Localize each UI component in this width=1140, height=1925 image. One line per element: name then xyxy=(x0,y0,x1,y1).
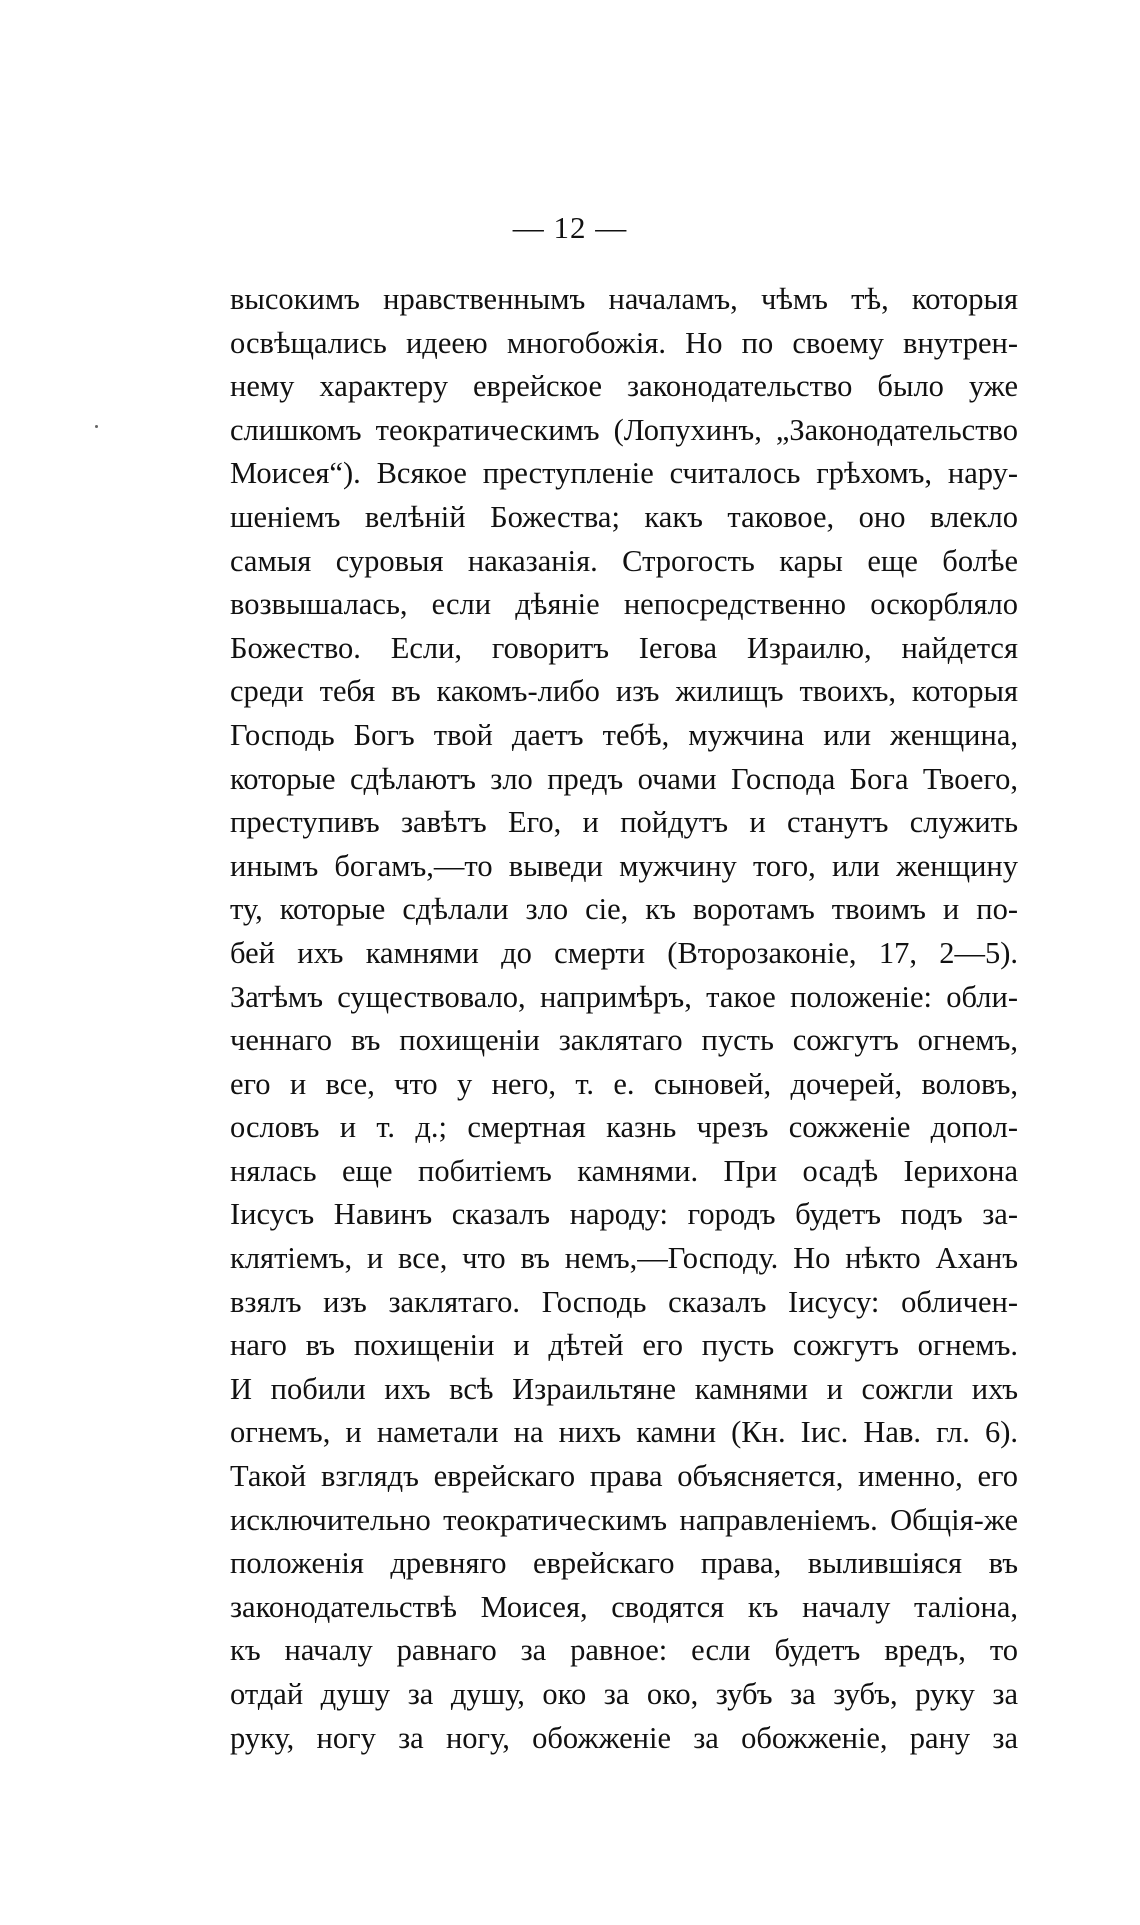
text-line: Божество. Если, говоритъ Іегова Израилю, найдется xyxy=(230,630,1018,665)
text-line: шеніемъ велѣній Божества; какъ таковое, оно влекло xyxy=(230,499,1018,534)
text-line: нему характеру еврейское законодательство было уже xyxy=(230,369,1018,404)
text-line: Господь Богъ твой даетъ тебѣ, мужчина или женщина, xyxy=(230,717,1018,752)
page-number: — 12 — xyxy=(512,210,628,245)
text-line: клятіемъ, и все, что въ немъ,—Господу. Но нѣкто Аханъ xyxy=(230,1241,1018,1276)
text-line: отдай душу за душу, око за око, зубъ за зубъ, руку за xyxy=(230,1677,1018,1711)
text-line: слишкомъ теократическимъ (Лопухинъ, „Законодательство xyxy=(230,412,1018,447)
text-line: къ началу равнаго за равное: если будетъ вредъ, то xyxy=(230,1633,1018,1668)
text-line: ченнаго въ похищеніи заклятаго пусть сожгутъ огнемъ, xyxy=(230,1023,1018,1058)
text-line: И побили ихъ всѣ Израильтяне камнями и сожгли ихъ xyxy=(230,1371,1018,1406)
text-line: руку, ногу за ногу, обожженіе за обожженіе, рану за xyxy=(230,1720,1018,1755)
text-line: Такой взглядъ еврейскаго права объясняется, именно, его xyxy=(230,1459,1018,1494)
text-line: среди тебя въ какомъ-либо изъ жилищъ твоихъ, которыя xyxy=(230,674,1018,709)
body-text xyxy=(230,278,1018,1760)
text-line: Іисусъ Навинъ сказалъ народу: городъ будетъ подъ за- xyxy=(230,1197,1018,1232)
text-line: законодательствѣ Моисея, сводятся къ началу таліона, xyxy=(230,1589,1018,1624)
text-line: его и все, что у него, т. е. сыновей, дочерей, воловъ, xyxy=(230,1066,1018,1101)
text-line: ту, которые сдѣлали зло сіе, къ воротамъ твоимъ и по- xyxy=(230,892,1018,927)
text-line: ословъ и т. д.; смертная казнь чрезъ сожженіе допол- xyxy=(230,1110,1018,1145)
text-line: высокимъ нравственнымъ началамъ, чѣмъ тѣ, которыя xyxy=(230,282,1018,316)
text-line: преступивъ завѣтъ Его, и пойдутъ и станутъ служить xyxy=(230,805,1018,840)
text-line: Моисея“). Всякое преступленіе считалось грѣхомъ, нару- xyxy=(230,456,1018,491)
text-line: которые сдѣлаютъ зло предъ очами Господа Бога Твоего, xyxy=(230,761,1018,796)
text-line: взялъ изъ заклятаго. Господь сказалъ Іисусу: обличен- xyxy=(230,1284,1018,1319)
text-line: наго въ похищеніи и дѣтей его пусть сожгутъ огнемъ. xyxy=(230,1328,1018,1363)
text-line: Затѣмъ существовало, напримѣръ, такое положеніе: обли- xyxy=(230,979,1018,1014)
text-line: освѣщались идеею многобожія. Но по своему внутрен- xyxy=(230,325,1018,360)
text-line: бей ихъ камнями до смерти (Второзаконіе, 17, 2—5). xyxy=(230,935,1018,970)
text-line: самыя суровыя наказанія. Строгость кары еще болѣе xyxy=(230,543,1018,578)
margin-mark xyxy=(95,425,98,428)
text-line: огнемъ, и наметали на нихъ камни (Кн. Іис. Нав. гл. 6). xyxy=(230,1415,1018,1450)
text-line: исключительно теократическимъ направленіемъ. Общія-же xyxy=(230,1502,1018,1537)
text-line: нялась еще побитіемъ камнями. При осадѣ Іерихона xyxy=(230,1153,1018,1188)
text-line: возвышалась, если дѣяніе непосредственно оскорбляло xyxy=(230,587,1018,622)
text-line: инымъ богамъ,—то выведи мужчину того, или женщину xyxy=(230,848,1018,883)
text-line: положенія древняго еврейскаго права, вылившіяся въ xyxy=(230,1546,1018,1581)
